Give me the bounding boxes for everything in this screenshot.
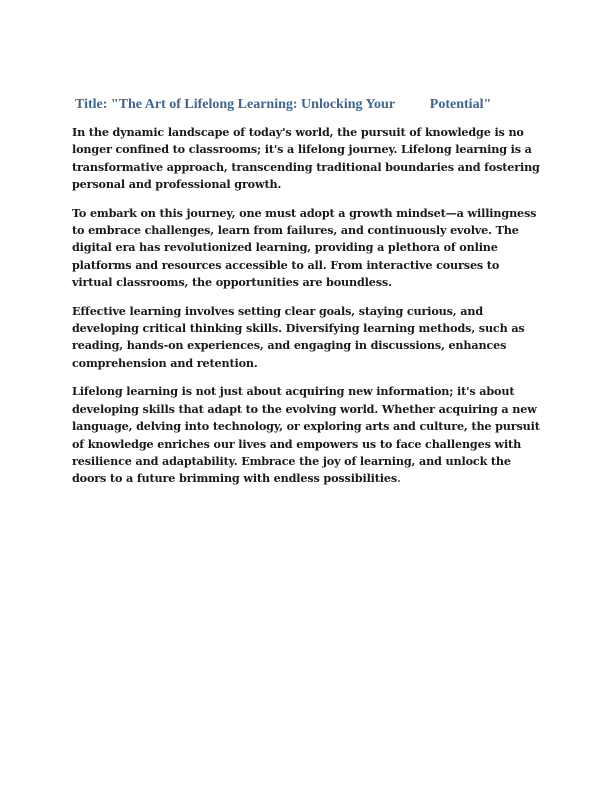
document-body xyxy=(72,124,540,499)
document-title: Title: "The Art of Lifelong Learning: Unlocking Your Potential" xyxy=(75,97,492,112)
paragraph-2: To embark on this journey, one must adopt a growth mindset—a willingness to embrace challenges, learn from failures, and continuously evolve. The digital era has revolutionized learning, providing a plethora of online platforms and resources accessible to all. From interactive courses to virtual classrooms, the opportunities are boundless. xyxy=(72,205,537,290)
paragraph-3: Effective learning involves setting clear goals, staying curious, and developing critical thinking skills. Diversifying learning methods, such as reading, hands-on experiences, and engaging in discussions, enhances comprehension and retention. xyxy=(72,303,525,370)
final-period: . xyxy=(397,471,401,486)
paragraph-4 xyxy=(72,383,540,487)
paragraph-1: In the dynamic landscape of today's world, the pursuit of knowledge is no longer confined to classrooms; it's a lifelong journey. Lifelong learning is a transformative approach, transcending traditional boundaries and fostering personal and professional growth. xyxy=(72,125,540,192)
paragraph-4-text: Lifelong learning is not just about acquiring new information; it's about developing skills that adapt to the evolving world. Whether acquiring a new language, delving into technology, or exploring arts and culture, the pursuit of knowledge enriches our lives and empowers us to face challenges with resilience and adaptability. Embrace the joy of learning, and unlock the doors to a future brimming with endless possibilities xyxy=(72,384,540,486)
